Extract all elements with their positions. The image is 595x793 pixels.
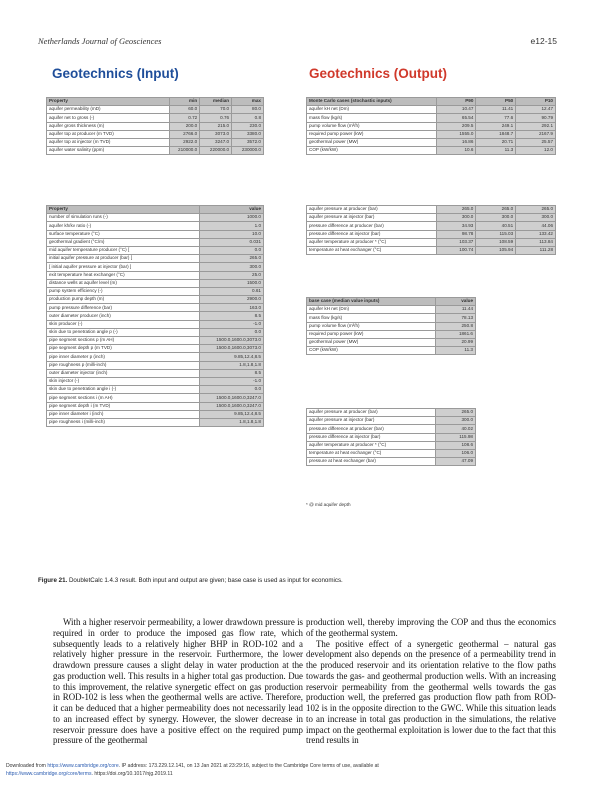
property-cell: pump pressure difference (bar) [47,304,200,312]
value-cell: 1500.0 [200,279,264,287]
property-cell: outer diameter injector (inch) [47,369,200,377]
table-row [47,122,264,130]
value-cell: 210000.0 [170,147,200,155]
body-column-right [306,617,556,746]
property-cell: aquifer kH net (Dm) [307,306,436,314]
value-cell: 2766.0 [170,130,200,138]
body-paragraph: With a higher reservoir permeability, a lower drawdown pressure is required in order to produce the imposed gas flow rate, which subsequently leads to a relatively higher BHP in ROD-102 and a relatively higher pressure in the reservoir. Furthermore, the lower drawdown pressure causes a slight delay in water production at the gas production well. This results in a higher total gas production. Due to this improvement, the relative synergetic effect on gas production in ROD-102 is less when the geothermal wells are active. Therefore, it can be deduced that a higher permeability does not necessarily lead to an increased effect by synergy. However, the slower decrease in reservoir pressure does have a positive effect on the required pump pressure of the geothermal [53,617,303,746]
table-row [47,394,264,402]
property-cell: pipe roughness p (milli-inch) [47,361,200,369]
cambridge-core-link[interactable]: https://www.cambridge.org/core [47,763,119,769]
value-cell: 103.37 [436,238,476,246]
download-footer [6,763,591,778]
table-row [47,271,264,279]
output-monte-carlo-pressures-table [306,205,556,255]
mid-aquifer-note: * @ mid aquifer depth [306,502,351,507]
table-row [47,287,264,295]
property-cell: skin due to penetration angle p (-) [47,328,200,336]
value-cell: 0.72 [170,114,200,122]
value-cell: 265.0 [200,255,264,263]
value-cell: 300.0 [436,417,476,425]
table-row [307,314,476,322]
value-cell: 98.78 [436,230,476,238]
property-cell: surface temperature (°C) [47,230,200,238]
value-cell: 20.99 [436,338,476,346]
journal-title: Netherlands Journal of Geosciences [38,36,162,46]
value-cell: 12.47 [516,106,556,114]
table-row [47,263,264,271]
table-row [47,106,264,114]
value-cell: 115.03 [476,230,516,238]
value-cell: 1500.0,1600.0,3073.0 [200,345,264,353]
table-row [47,130,264,138]
table-row [307,409,476,417]
value-cell: 78.13 [436,314,476,322]
value-cell: 1500.0,1600.0,3247.0 [200,394,264,402]
value-cell: 0.0 [200,246,264,254]
table-row [307,138,556,146]
value-cell: 11.3 [436,347,476,355]
value-cell: 77.6 [476,114,516,122]
value-cell: 105.94 [476,246,516,254]
value-cell: median [200,98,232,106]
footer-prefix: Downloaded from [6,763,46,769]
property-cell: mass flow (kg/s) [307,114,437,122]
value-cell: 265.0 [516,206,556,214]
value-cell: 12.0 [516,147,556,155]
property-cell: initial aquifer pressure at producer (bar) [ [47,255,200,263]
value-cell: 70.0 [200,106,232,114]
value-cell: 200.0 [170,122,200,130]
table-row [47,328,264,336]
property-cell: mid aquifer temperature producer (°C) [ [47,246,200,254]
table-row [47,304,264,312]
property-cell: aquifer pressure at producer (bar) [307,206,437,214]
table-row [307,449,476,457]
value-cell: 106.0 [436,449,476,457]
table-row [47,138,264,146]
page-number: e12-15 [530,36,557,46]
table-row [47,402,264,410]
table-row [307,147,556,155]
value-cell: 1500.0,1600.0,3247.0 [200,402,264,410]
value-cell: -1.0 [200,320,264,328]
table-row [307,106,556,114]
value-cell: 230000.0 [232,147,264,155]
property-cell: aquifer kh/kv ratio (-) [47,222,200,230]
value-cell: 111.28 [516,246,556,254]
property-cell: pump volume flow (m³/h) [307,322,436,330]
table-row [47,222,264,230]
value-cell: 8.5 [200,369,264,377]
table-row [47,246,264,254]
value-cell: 133.42 [516,230,556,238]
figure-label: Figure 21. [38,577,68,584]
value-cell: 300.0 [516,214,556,222]
value-cell: 11.44 [436,306,476,314]
table-row [307,347,476,355]
value-cell: 34.93 [436,222,476,230]
table-header-row [47,206,264,214]
value-cell: 250.8 [436,322,476,330]
value-cell: 0.61 [200,287,264,295]
table-row [307,330,476,338]
property-cell: pressure at heat exchanger (bar) [307,458,436,466]
value-cell: 113.84 [516,238,556,246]
value-cell: P90 [436,98,476,106]
value-cell: value [436,298,476,306]
property-cell: aquifer kH net (Dm) [307,106,437,114]
table-row [307,458,476,466]
property-cell: aquifer water salinity (ppm) [47,147,170,155]
table-row [47,255,264,263]
property-cell: skin producer (-) [47,320,200,328]
table-row [47,279,264,287]
value-cell: P10 [516,98,556,106]
value-cell: 163.0 [200,304,264,312]
table-row [47,418,264,426]
property-cell: required pump power (kW) [307,330,436,338]
value-cell: 1861.6 [436,330,476,338]
table-row [307,238,556,246]
property-cell: pipe inner diameter i (inch) [47,410,200,418]
table-row [307,441,476,449]
output-base-case-pressures-table [306,408,476,466]
table-row [307,214,556,222]
value-cell: 40.51 [476,222,516,230]
table-row [47,337,264,345]
value-cell: 3247.0 [200,138,232,146]
property-cell: pressure difference at producer (bar) [307,425,436,433]
property-cell: pump system efficiency (-) [47,287,200,295]
table-row [47,320,264,328]
value-cell: 249.1 [476,122,516,130]
property-cell: aquifer pressure at injector (bar) [307,214,437,222]
value-cell: max [232,98,264,106]
table-row [47,238,264,246]
property-cell: COP (kW/kW) [307,347,436,355]
table-row [47,353,264,361]
property-cell: aquifer permeability (mD) [47,106,170,114]
value-cell: 108.59 [476,238,516,246]
property-cell: aquifer temperature at producer * (°C) [307,441,436,449]
value-cell: 300.0 [200,263,264,271]
property-cell: geothermal power (MW) [307,338,436,346]
value-cell: 0.76 [200,114,232,122]
table-row [307,122,556,130]
table-row [47,345,264,353]
value-cell: 40.02 [436,425,476,433]
table-row [307,130,556,138]
output-monte-carlo-table [306,97,556,155]
value-cell: 9.85,12.4,8.5 [200,410,264,418]
value-cell: 3572.0 [232,138,264,146]
value-cell: -1.0 [200,377,264,385]
value-cell: 265.0 [436,206,476,214]
value-cell: 25.0 [200,271,264,279]
footer-ip-text: . IP address: 173.229.12.141, on 13 Jan 2021 at 23:29:16, subject to the Cambridge Core terms of use, available at [118,763,379,769]
value-cell: 1.8,1.8,1.8 [200,418,264,426]
table-row [307,114,556,122]
figure-caption-text: DoubletCalc 1.4.3 result. Both input and output are given; base case is used as input for economics. [68,577,343,584]
property-cell: aquifer pressure at producer (bar) [307,409,436,417]
table-row [47,410,264,418]
table-row [307,338,476,346]
value-cell: 0.8 [232,114,264,122]
value-cell: 8.5 [200,312,264,320]
property-cell: geothermal gradient (°C/m) [47,238,200,246]
value-cell: 230.0 [232,122,264,130]
property-cell: [ initial aquifer pressure at injector (bar) ] [47,263,200,271]
table-row [47,147,264,155]
value-cell: 80.0 [232,106,264,114]
property-cell: pressure difference at injector (bar) [307,230,437,238]
input-fixed-table [46,205,264,427]
property-cell: pipe inner diameter p (inch) [47,353,200,361]
property-cell: Monte Carlo cases (stochastic inputs) [307,98,437,106]
value-cell: 1.0 [200,222,264,230]
property-cell: pipe segment depth i (m TVD) [47,402,200,410]
table-row [47,312,264,320]
property-cell: aquifer top at producer (m TVD) [47,130,170,138]
property-cell: pressure difference at producer (bar) [307,222,437,230]
table-row [307,222,556,230]
value-cell: 1.8,1.8,1.8 [200,361,264,369]
body-paragraph: The positive effect of a synergetic geothermal – natural gas development also depends on the presence of a permeability trend in the produced reservoir and its orientation relative to the flow paths towards the gas- and geothermal production wells. With an increasing reservoir permeability from the geothermal wells towards the gas production well, the preferred gas production flow path from ROD-102 is in the opposite direction to the GWC. While this situation leads to an increase in total gas production in the simulations, the relative impact on the geothermal exploitation is lower due to the fact that this trend results in [306,638,556,746]
value-cell: 292.1 [516,122,556,130]
value-cell: 3380.0 [232,130,264,138]
property-cell: required pump power (kW) [307,130,437,138]
table-row [47,361,264,369]
property-cell: skin injector (-) [47,377,200,385]
property-cell: aquifer top at injector (m TVD) [47,138,170,146]
value-cell: 10.6 [436,147,476,155]
value-cell: 215.0 [200,122,232,130]
value-cell: 1848.7 [476,130,516,138]
property-cell: pipe segment sections p (m AH) [47,337,200,345]
value-cell: 10.0 [200,230,264,238]
property-cell: Property [47,206,200,214]
value-cell: 60.0 [170,106,200,114]
value-cell: 300.0 [476,214,516,222]
property-cell: exit temperature heat exchanger (°C) [47,271,200,279]
table-header-row [307,98,556,106]
value-cell: 1000.0 [200,214,264,222]
value-cell: 65.54 [436,114,476,122]
table-header-row [47,98,264,106]
property-cell: aquifer pressure at injector (bar) [307,417,436,425]
value-cell: value [200,206,264,214]
property-cell: pump volume flow (m³/h) [307,122,437,130]
terms-link[interactable]: https://www.cambridge.org/core/terms [6,770,92,777]
property-cell: mass flow (kg/s) [307,314,436,322]
property-cell: outer diameter producer (inch) [47,312,200,320]
table-row [307,246,556,254]
value-cell: 108.6 [436,441,476,449]
property-cell: COP (kW/kW) [307,147,437,155]
value-cell: 209.5 [436,122,476,130]
table-row [47,230,264,238]
property-cell: temperature at heat exchanger (°C) [307,449,436,457]
body-paragraph: production well, thereby improving the COP and thus the economics of the geothermal system. [306,617,556,638]
value-cell: 10.47 [436,106,476,114]
table-row [47,214,264,222]
value-cell: 1555.0 [436,130,476,138]
value-cell: 11.3 [476,147,516,155]
property-cell: pipe roughness i (milli-inch) [47,418,200,426]
value-cell: min [170,98,200,106]
value-cell: 300.0 [436,214,476,222]
input-stochastic-table [46,97,264,155]
property-cell: aquifer temperature at producer * (°C) [307,238,437,246]
value-cell: 44.06 [516,222,556,230]
value-cell: 2922.0 [170,138,200,146]
value-cell: 0.031 [200,238,264,246]
table-row [307,322,476,330]
value-cell: 265.0 [476,206,516,214]
property-cell: distance wells at aquifer level (m) [47,279,200,287]
value-cell: 220000.0 [200,147,232,155]
value-cell: 9.85,12.4,8.5 [200,353,264,361]
value-cell: 20.71 [476,138,516,146]
output-panel-title: Geotechnics (Output) [309,66,447,81]
property-cell: aquifer net to gross (-) [47,114,170,122]
property-cell: pipe segment depth p (m TVD) [47,345,200,353]
table-row [47,296,264,304]
table-row [307,206,556,214]
table-row [307,425,476,433]
body-column-left [53,617,303,746]
value-cell: 90.79 [516,114,556,122]
property-cell: skin due to penetration angle i (-) [47,386,200,394]
table-row [47,114,264,122]
doi-text: . https://doi.org/10.1017/njg.2019.11 [91,770,173,777]
value-cell: 3073.0 [200,130,232,138]
property-cell: pipe segment sections i (m AH) [47,394,200,402]
property-cell: temperature at heat exchanger (°C) [307,246,437,254]
table-row [47,369,264,377]
property-cell: number of simulation runs (-) [47,214,200,222]
property-cell: geothermal power (MW) [307,138,437,146]
value-cell: 1500.0,1600.0,3073.0 [200,337,264,345]
value-cell: 0.0 [200,328,264,336]
value-cell: 25.57 [516,138,556,146]
value-cell: 0.0 [200,386,264,394]
property-cell: aquifer gross thickness (m) [47,122,170,130]
value-cell: P50 [476,98,516,106]
property-cell: pressure difference at injector (bar) [307,433,436,441]
value-cell: 16.86 [436,138,476,146]
property-cell: base case (median value inputs) [307,298,436,306]
table-row [307,230,556,238]
property-cell: Property [47,98,170,106]
value-cell: 47.09 [436,458,476,466]
value-cell: 115.98 [436,433,476,441]
input-panel-title: Geotechnics (Input) [52,66,179,81]
table-row [47,377,264,385]
value-cell: 11.41 [476,106,516,114]
table-header-row [307,298,476,306]
table-row [307,417,476,425]
table-row [47,386,264,394]
table-row [307,306,476,314]
value-cell: 265.0 [436,409,476,417]
figure-caption [38,577,343,584]
value-cell: 2900.0 [200,296,264,304]
output-base-case-table [306,297,476,355]
value-cell: 2167.9 [516,130,556,138]
table-row [307,433,476,441]
value-cell: 100.74 [436,246,476,254]
property-cell: production pump depth (m) [47,296,200,304]
